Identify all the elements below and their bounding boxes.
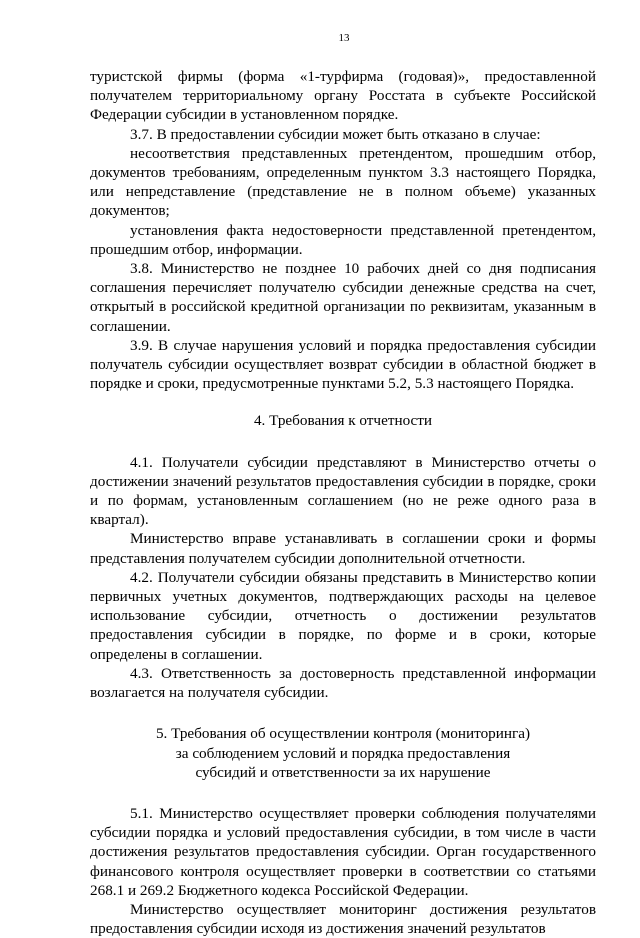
paragraph-continuation: туристской фирмы (форма «1-турфирма (годовая)», предоставленной получателем территориальному органу Росстата в субъекте Российской Федерации субсидии в установленном порядке.: [90, 68, 596, 124]
paragraph-4-2: 4.2. Получатели субсидии обязаны представить в Министерство копии первичных учетных документов, подтверждающих расходы на целевое использование субсидии, отчетность о достижении результатов предоставления субсидии в порядке, по форме и в сроки, которые определены в соглашении.: [90, 568, 596, 663]
paragraph-3-7-item-1: несоответствия представленных претендентом, прошедшим отбор, документов требованиям, определенным пунктом 3.3 настоящего Порядка, или непредставление (представление не в полном объеме) указанных документов;: [90, 144, 596, 220]
section-5-heading: [90, 724, 596, 782]
paragraph-5-1: 5.1. Министерство осуществляет проверки соблюдения получателями субсидии порядка и условий предоставления субсидии, в том числе в части достижения результатов предоставления субсидии. Орган государственного финансового контроля осуществляет проверки в соответствии со статьями 268.1 и 269.2 Бюджетного кодекса Российской Федерации.: [90, 804, 596, 899]
paragraph-4-1: 4.1. Получатели субсидии представляют в Министерство отчеты о достижении значений результатов предоставления субсидии в порядке, сроки и по формам, установленным соглашением (но не реже одного раза в квартал).: [90, 453, 596, 529]
section-5-heading-line-1: 5. Требования об осуществлении контроля (мониторинга): [155, 725, 531, 743]
paragraph-3-9: 3.9. В случае нарушения условий и порядка предоставления субсидии получатель субсидии осуществляет возврат субсидии в областной бюджет в порядке и сроки, предусмотренные пунктами 5.2, 5.3 настоящего Порядка.: [90, 336, 596, 393]
section-5-heading-line-2: за соблюдением условий и порядка предоставления: [175, 744, 511, 762]
section-5-heading-line-3: субсидий и ответственности за их нарушение: [195, 763, 491, 781]
paragraph-4-1-additional: Министерство вправе устанавливать в соглашении сроки и формы представления получателем субсидии дополнительной отчетности.: [90, 530, 596, 567]
paragraph-3-7: 3.7. В предоставлении субсидии может быть отказано в случае:: [130, 125, 541, 143]
paragraph-4-3: 4.3. Ответственность за достоверность представленной информации возлагается на получателя субсидии.: [90, 664, 596, 702]
page-number: 13: [338, 32, 350, 44]
paragraph-3-8: 3.8. Министерство не позднее 10 рабочих дней со дня подписания соглашения перечисляет получателю субсидии денежные средства на счет, открытый в российской кредитной организации по реквизитам, указанным в соглашении.: [90, 260, 596, 335]
paragraph-3-7-item-2: установления факта недостоверности представленной претендентом, прошедшим отбор, информации.: [90, 221, 596, 258]
paragraph-5-1-monitoring: Министерство осуществляет мониторинг достижения результатов предоставления субсидии исходя из достижения значений результатов: [90, 900, 596, 938]
section-4-heading: 4. Требования к отчетности: [253, 412, 433, 430]
